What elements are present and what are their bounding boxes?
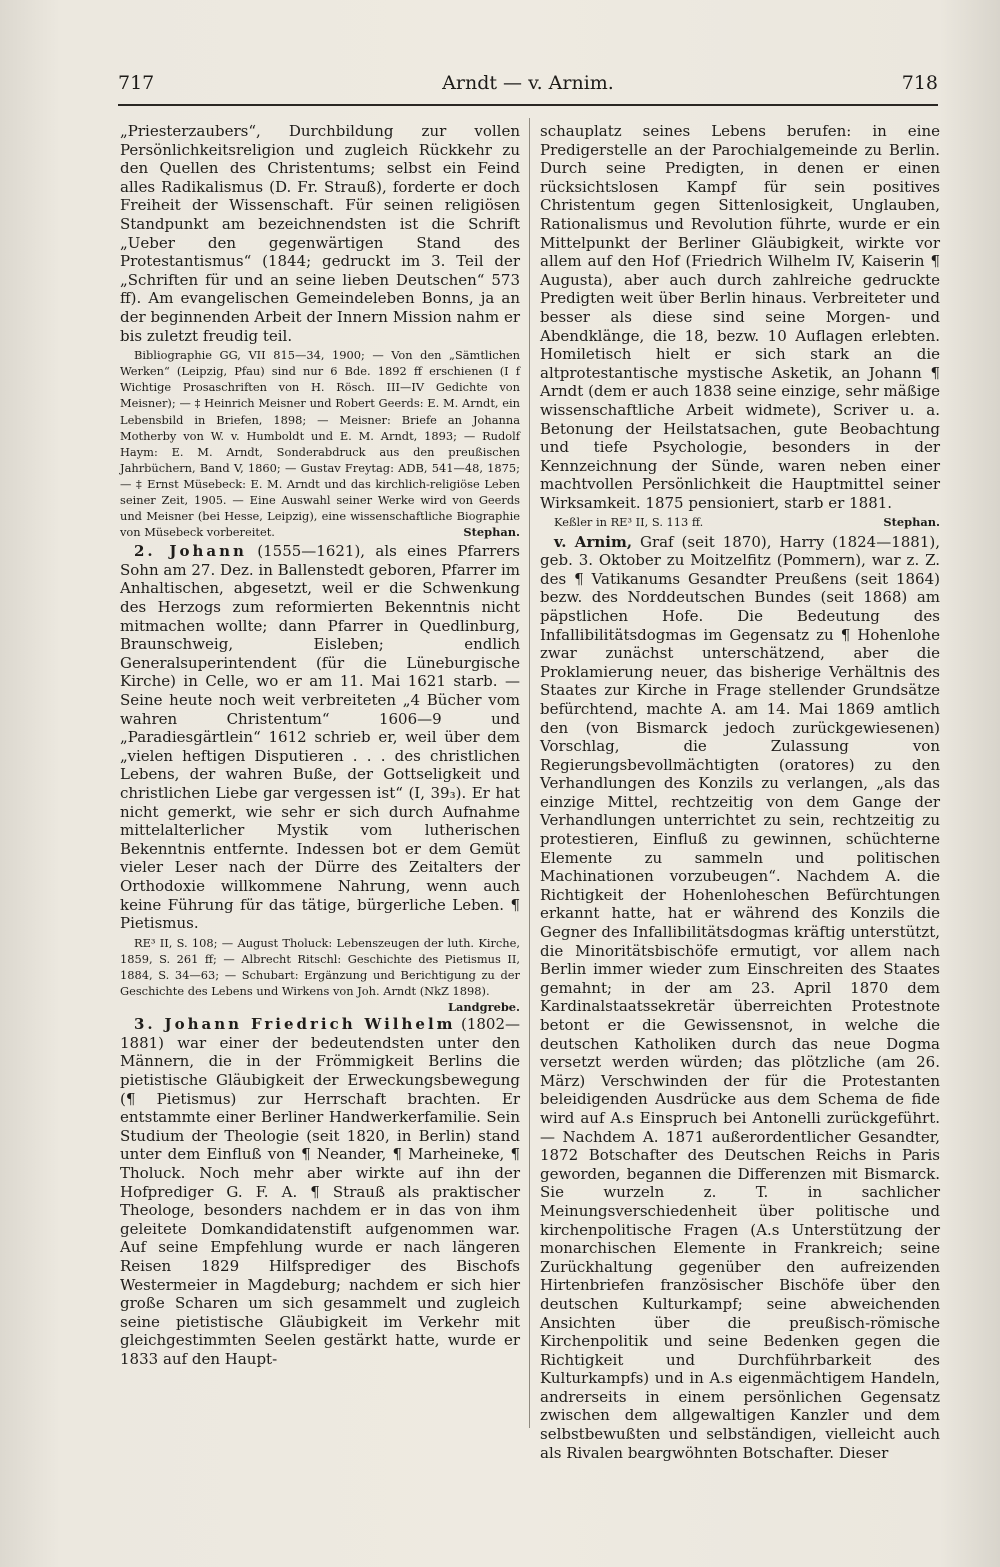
- right-page-number: 718: [901, 72, 938, 94]
- header-rule: [118, 104, 938, 106]
- entry-text: (1555—1621), als eines Pfarrers Sohn am 27. Dez. in Ballenstedt geboren, Pfarrer im Anhaltischen, abgesetzt, weil er die Schwenkung des Herzogs zum reformierten Bekenntnis nicht mitmachen wollte; dann Pfarrer in Quedlinburg, Braunschweig, Eisleben; endlich Generalsuperintendent (für die Lüneburgische Kirche) in Celle, wo er am 11. Mai 1621 starb. — Seine heute noch weit verbreiteten „4 Bücher vom wahren Christentum“ 1606—9 und „Paradiesgärtlein“ 1612 schrieb er, weil über dem „vielen heftigen Disputieren . . . des christlichen Lebens, der wahren Buße, der Gottseligkeit und christlichen Liebe gar vergessen ist“ (I, 39₃). Er hat nicht gemerkt, wie sehr er sich durch Aufnahme mittelalterlicher Mystik vom lutherischen Bekenntnis entfernte. Indessen bot er dem Gemüt vieler Leser nach der Dürre des Zeitalters der Orthodoxie willkommene Nahrung, wenn auch keine Führung für das tätige, bürgerliche Leben. ¶ Pietismus.: [120, 542, 520, 933]
- entry-harry-von-arnim: [540, 533, 940, 1463]
- paragraph-fw-arndt-continued: schauplatz seines Lebens berufen: in eine Predigerstelle an der Parochialgemeinde zu Berlin. Durch seine Predigten, in denen er einen rücksichtslosen Kampf für sein positives Christentum gegen Sittenlosigkeit, Unglauben, Rationalismus und Revolution führte, wurde er ein Mittelpunkt der Berliner Gläubigkeit, wirkte vor allem auf den Hof (Friedrich Wilhelm IV, Kaiserin ¶ Augusta), aber auch durch zahlreiche gedruckte Predigten weit über Berlin hinaus. Verbreiteter und besser als diese sind seine Morgen- und Abendklänge, die 18, bezw. 10 Auflagen erlebten. Homiletisch hielt er sich stark an die altprotestantische mystische Asketik, an Johann ¶ Arndt (dem er auch 1838 seine einzige, sehr mäßige wissenschaftliche Arbeit widmete), Scriver u. a. Betonung der Heilstatsachen, gute Beobachtung und tiefe Psychologie, besonders in der Kennzeichnung der Sünde, waren neben einer machtvollen Persönlichkeit die Hauptmittel seiner Wirksamkeit. 1875 pensioniert, starb er 1881.: [540, 122, 940, 512]
- author-signature: Stephan.: [463, 525, 520, 540]
- bibliography-text: Bibliographie GG, VII 815—34, 1900; — Von den „Sämtlichen Werken“ (Leipzig, Pfau) sind nur 6 Bde. 1892 ff erschienen (I f Wichtige Prosaschriften von H. Rösch. III—IV Gedichte von Meisner); — ‡ Heinrich Meisner und Robert Geerds: E. M. Arndt, ein Lebensbild in Briefen, 1898; — Meisner: Briefe an Johanna Motherby von W. v. Humboldt und E. M. Arndt, 1893; — Rudolf Haym: E. M. Arndt, Sonderabdruck aus den preußischen Jahrbüchern, Band V, 1860; — Gustav Freytag: ADB, 541—48, 1875; — ‡ Ernst Müsebeck: E. M. Arndt und das kirchlich-religiöse Leben seiner Zeit, 1905. — Eine Auswahl seiner Werke wird von Geerds und Meisner (bei Hesse, Leipzig), eine wissenschaftliche Biographie von Müsebeck vorbereitet.: [120, 348, 520, 540]
- bibliography-text: Keßler in RE³ II, S. 113 ff.: [554, 515, 704, 530]
- entry-johann-arndt: [120, 542, 520, 932]
- right-column: [540, 122, 940, 1462]
- bibliography-johann-arndt: [120, 935, 520, 1015]
- entry-text: (1802—1881) war einer der bedeutendsten unter den Männern, die in der Frömmigkeit Berlins die pietistische Gläubigkeit der Erweckungsbewegung (¶ Pietismus) zur Herrschaft brachten. Er entstammte einer Berliner Handwerkerfamilie. Sein Studium der Theologie (seit 1820, in Berlin) stand unter dem Einfluß von ¶ Neander, ¶ Marheineke, ¶ Tholuck. Noch mehr aber wirkte auf ihn der Hofprediger G. F. A. ¶ Strauß als praktischer Theologe, besonders nachdem er in das von ihm geleitete Domkandidatenstift aufgenommen war. Auf seine Empfehlung wurde er nach längeren Reisen 1829 Hilfsprediger des Bischofs Westermeier in Magdeburg; nachdem er sich hier große Scharen um sich gesammelt und zugleich seine pietistische Gläubigkeit im Verkehr mit gleichgestimmten Seelen gestärkt hatte, wurde er 1833 auf den Haupt-: [120, 1015, 520, 1368]
- column-divider: [529, 118, 530, 1428]
- left-column: [120, 122, 520, 1432]
- entry-text: Graf (seit 1870), Harry (1824—1881), geb. 3. Oktober zu Moitzelfitz (Pommern), war z. Z. des ¶ Vatikanums Gesandter Preußens (seit 1864) bezw. des Norddeutschen Bundes (seit 1868) am päpstlichen Hofe. Die Bedeutung des Infallibilitätsdogmas im Gegensatz zu ¶ Hohenlohe zwar zunächst unterschätzend, aber die Proklamierung neuer, das bisherige Verhältnis des Staates zur Kirche in Frage stellender Grundsätze befürchtend, machte A. am 14. Mai 1869 amtlich den (von Bismarck jedoch zurückgewiesenen) Vorschlag, die Zulassung von Regierungsbevollmächtigten (oratores) zu den Verhandlungen des Konzils zu verlangen, „als das einzige Mittel, rechtzeitig von dem Gange der Verhandlungen unterrichtet zu sein, rechtzeitig zu protestieren, Einfluß zu gewinnen, schüchterne Elemente zu sammeln und politischen Machinationen vorzubeugen“. Nachdem A. die Richtigkeit der Hohenloheschen Befürchtungen erkannt hatte, hat er während des Konzils die Gegner des Infallibilitätsdogmas kräftig unterstützt, die Minoritätsbischöfe ermutigt, vor allem nach Berlin immer wieder zum Einschreiten des Staates gemahnt; in der am 23. April 1870 dem Kardinalstaatssekretär überreichten Protestnote betont er die Gewissensnot, in welche die deutschen Katholiken durch das neue Dogma versetzt werden würden; das plötzliche (am 26. März) Verschwinden der für die Protestanten beleidigenden Ausdrücke aus dem Schema de fide wird auf A.s Einspruch bei Antonelli zurückgeführt. — Nachdem A. 1871 außerordentlicher Gesandter, 1872 Botschafter des Deutschen Reichs in Paris geworden, begannen die Differenzen mit Bismarck. Sie wurzeln z. T. in sachlicher Meinungsverschiedenheit über politische und kirchenpolitische Fragen (A.s Unterstützung der monarchischen Elemente in Frankreich; seine Zurückhaltung gegenüber den aufreizenden Hirtenbriefen französischer Bischöfe über den deutschen Kulturkampf; seine abweichenden Ansichten über die preußisch-römische Kirchenpolitik und seine Bedenken gegen die Richtigkeit und Durchführbarkeit des Kulturkampfs) und in A.s eigenmächtigem Handeln, andrerseits in einem persönlichen Gegensatz zwischen dem allgewaltigen Kanzler und dem selbstbewußten und selbständigen, vielleicht auch als Rivalen beargwöhnten Botschafter. Dieser: [540, 532, 940, 1462]
- bibliography-fw-arndt: [540, 514, 940, 530]
- entry-johann-friedrich-wilhelm-arndt: [120, 1015, 520, 1368]
- bibliography-text: RE³ II, S. 108; — August Tholuck: Lebenszeugen der luth. Kirche, 1859, S. 261 ff; — Albrecht Ritschl: Geschichte des Pietismus II, 1884, S. 34—63; — Schubart: Ergänzung und Berichtigung zu der Geschichte des Lebens und Wirkens von Joh. Arndt (NkZ 1898).: [120, 935, 520, 998]
- paragraph-arndt-continued: „Priesterzaubers“, Durchbildung zur vollen Persönlichkeitsreligion und zugleich Rückkehr zu den Quellen des Christentums; selbst ein Feind alles Radikalismus (D. Fr. Strauß), forderte er doch Freiheit der Wissenschaft. Für seinen religiösen Standpunkt am bezeichnendsten ist die Schrift „Ueber den gegenwärtigen Stand des Protestantismus“ (1844; gedruckt im 3. Teil der „Schriften für und an seine lieben Deutschen“ 573 ff). Am evangelischen Gemeindeleben Bonns, ja an der beginnenden Arbeit der Innern Mission nahm er bis zuletzt freudig teil.: [120, 122, 520, 345]
- entry-heading: v. Arnim,: [554, 532, 633, 551]
- bibliography-arndt-1: [120, 347, 520, 540]
- author-signature: Stephan.: [883, 515, 940, 530]
- running-title: Arndt — v. Arnim.: [442, 72, 614, 94]
- entry-heading: 3. Johann Friedrich Wilhelm: [134, 1015, 456, 1034]
- left-page-number: 717: [118, 72, 155, 94]
- page-header: [118, 72, 938, 102]
- author-signature: Landgrebe.: [447, 1000, 520, 1015]
- entry-heading: 2. Johann: [134, 542, 247, 561]
